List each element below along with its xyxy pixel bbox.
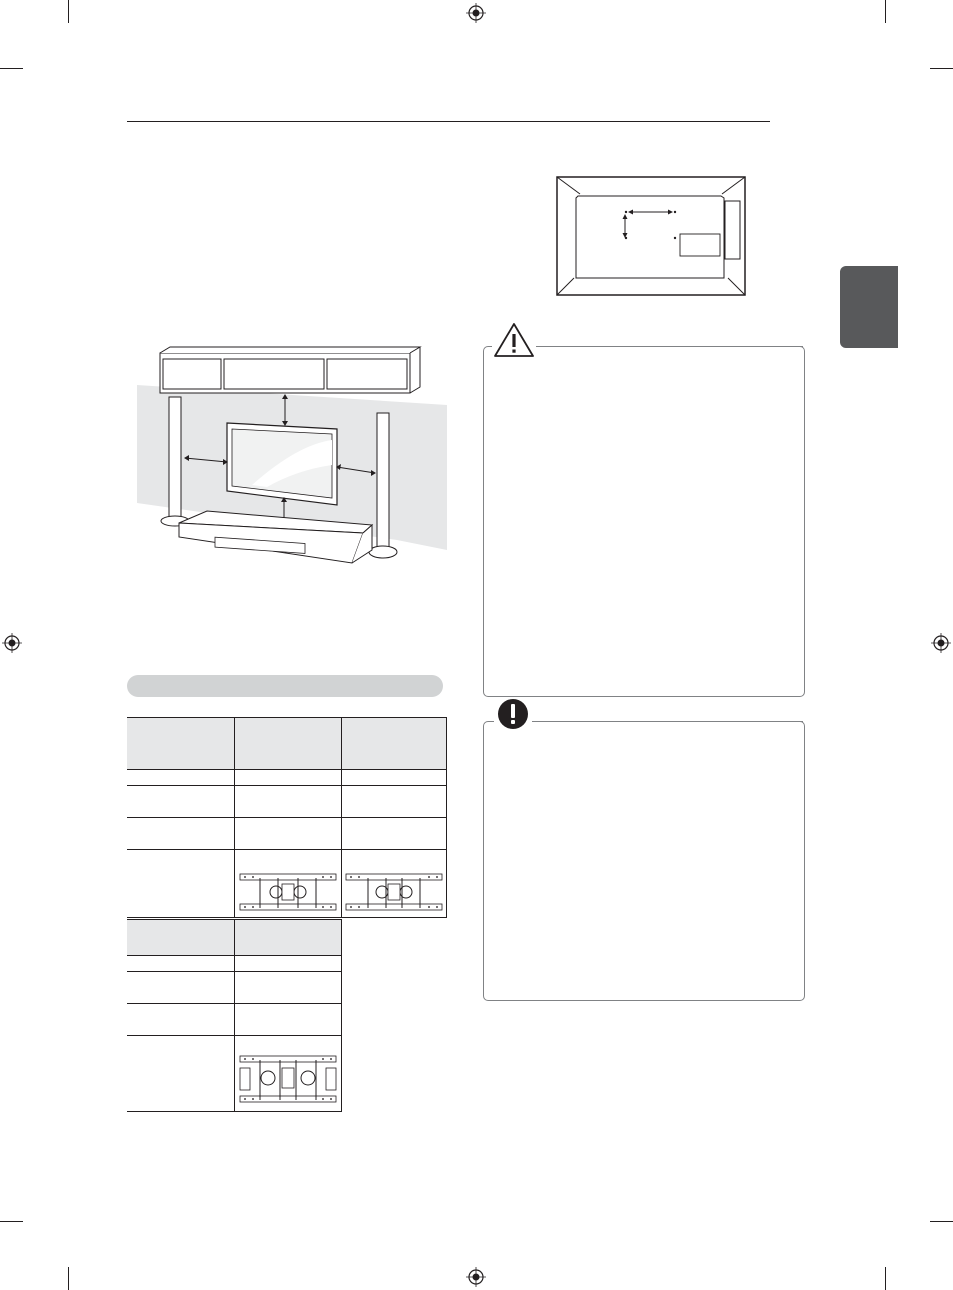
wall-mount-spec-table-1 [127,717,447,918]
wall-mount-bracket-drawing [238,870,338,916]
table-row [127,786,447,818]
table-row [127,1036,342,1112]
table-header-row [127,718,447,770]
wall-mount-bracket-drawing [344,870,444,916]
tv-back-vesa-illustration [556,176,746,296]
notes-heading-rule [686,721,803,722]
table-header-cell [342,718,447,770]
wall-mount-clearance-illustration [127,345,449,567]
table-row [127,770,447,786]
wall-mount-spec-table-2 [127,919,342,1112]
table-row [127,1004,342,1036]
header-rule [127,121,770,122]
caution-heading-rule [655,346,803,347]
table-header-row [127,920,342,956]
table-row [127,972,342,1004]
exclamation-circle-icon [494,697,532,731]
table-cell [235,1004,342,1036]
table-cell [127,818,235,850]
table-cell [127,1036,235,1112]
table-row [127,956,342,972]
registration-mark-icon [466,3,486,23]
table-cell [235,956,342,972]
table-cell [127,972,235,1004]
table-cell [342,770,447,786]
table-cell [127,770,235,786]
table-cell [235,972,342,1004]
table-header-cell [235,920,342,956]
wall-mount-bracket-drawing [238,1052,338,1108]
table-header-cell [127,718,235,770]
table-header-cell [235,718,342,770]
table-cell [342,818,447,850]
caution-box [483,346,805,697]
table-cell [235,1036,342,1112]
notes-box [483,721,805,1001]
table-row [127,850,447,918]
chapter-tab [840,266,898,348]
table-row [127,818,447,850]
warning-triangle-icon [492,321,536,359]
table-cell [127,1004,235,1036]
table-header-cell [127,920,235,956]
table-cell [127,786,235,818]
registration-mark-icon [466,1267,486,1287]
table-cell [127,956,235,972]
registration-mark-icon [2,633,22,653]
table-cell [342,850,447,918]
table-cell [342,786,447,818]
table-cell [235,818,342,850]
table-cell [235,786,342,818]
table-cell [235,770,342,786]
table-cell [127,850,235,918]
table-cell [235,850,342,918]
registration-mark-icon [931,633,951,653]
section-heading-bar [127,675,443,697]
